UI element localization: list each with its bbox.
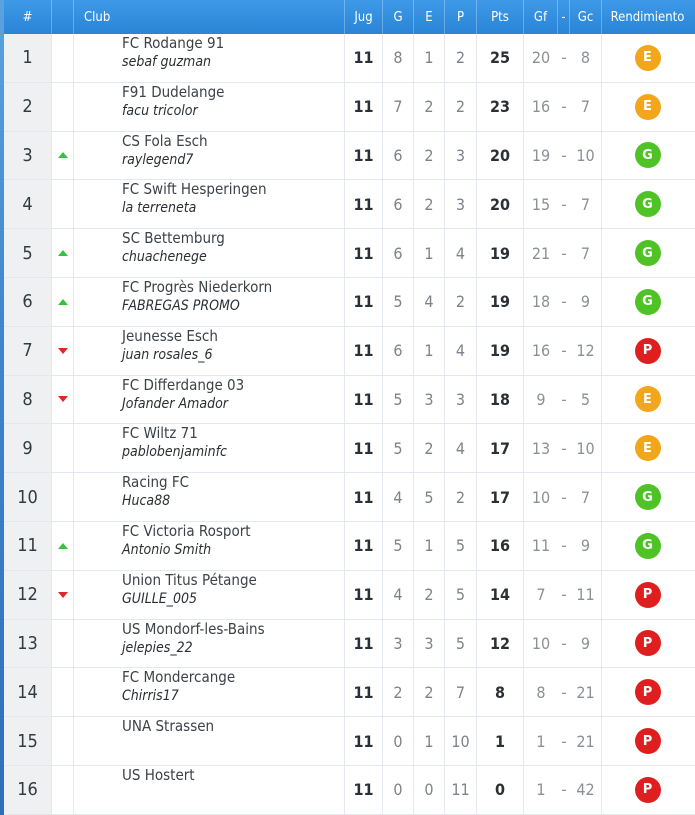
trend-cell [52, 34, 74, 82]
lost-cell: 11 [445, 766, 477, 814]
played-cell: 11 [345, 571, 383, 619]
header-won[interactable]: G [383, 0, 414, 34]
points-cell: 17 [477, 473, 524, 521]
table-header [4, 0, 695, 34]
lost-cell: 5 [445, 571, 477, 619]
performance-cell [602, 668, 693, 716]
drawn-cell: 1 [414, 327, 445, 375]
club-cell[interactable] [74, 571, 345, 619]
performance-badge: P [635, 679, 661, 705]
trend-cell [52, 229, 74, 277]
goals-against-cell: 7 [570, 83, 602, 131]
goals-for-cell: 20 [531, 48, 551, 68]
goals-separator: - [561, 389, 567, 409]
club-name[interactable]: CS Fola Esch [122, 131, 208, 150]
goals-for-cell: 8 [536, 682, 546, 702]
points-cell: 0 [477, 766, 524, 814]
club-name[interactable]: Union Titus Pétange [122, 570, 257, 589]
won-cell: 2 [383, 668, 414, 716]
table-row[interactable] [4, 473, 695, 522]
goals-for-cell: 11 [531, 536, 551, 556]
performance-cell [602, 717, 693, 765]
points-cell: 12 [477, 620, 524, 668]
position-cell: 16 [4, 766, 52, 814]
position-cell: 12 [4, 571, 52, 619]
goals-for-cell: 15 [531, 194, 551, 214]
lost-cell: 7 [445, 668, 477, 716]
goals-for-cell: 1 [536, 731, 546, 751]
club-name[interactable]: US Hostert [122, 765, 195, 784]
lost-cell: 4 [445, 229, 477, 277]
trend-up-icon [58, 299, 68, 305]
manager-name[interactable]: GUILLE_005 [122, 590, 198, 607]
position-cell: 7 [4, 327, 52, 375]
goals-separator: - [561, 682, 567, 702]
played-cell: 11 [345, 229, 383, 277]
position-cell: 5 [4, 229, 52, 277]
club-name[interactable]: UNA Strassen [122, 717, 215, 736]
performance-cell [602, 620, 693, 668]
played-cell: 11 [345, 620, 383, 668]
manager-name[interactable]: Chirris17 [122, 688, 179, 705]
goals-separator: - [561, 438, 567, 458]
played-cell: 11 [345, 717, 383, 765]
trend-cell [52, 83, 74, 131]
points-cell: 19 [477, 229, 524, 277]
manager-name[interactable]: FABREGAS PROMO [122, 297, 240, 314]
goals-for-cell: 13 [531, 438, 551, 458]
lost-cell: 3 [445, 376, 477, 424]
club-cell[interactable] [74, 668, 345, 716]
trend-up-icon [58, 543, 68, 549]
club-name[interactable]: FC Differdange 03 [122, 375, 245, 394]
played-cell: 11 [345, 522, 383, 570]
lost-cell: 2 [445, 473, 477, 521]
played-cell: 11 [345, 376, 383, 424]
goals-against-cell: 10 [570, 424, 602, 472]
won-cell: 0 [383, 717, 414, 765]
lost-cell: 3 [445, 132, 477, 180]
table-row[interactable] [4, 327, 695, 376]
performance-badge: E [635, 94, 661, 120]
header-lost[interactable]: P [445, 0, 477, 34]
lost-cell: 2 [445, 278, 477, 326]
won-cell: 6 [383, 327, 414, 375]
club-name[interactable]: FC Progrès Niederkorn [122, 277, 273, 296]
trend-cell [52, 766, 74, 814]
table-row[interactable] [4, 83, 695, 132]
points-cell: 18 [477, 376, 524, 424]
goals-for-cell: 9 [536, 389, 546, 409]
drawn-cell: 5 [414, 473, 445, 521]
trend-up-icon [58, 250, 68, 256]
performance-badge: P [635, 338, 661, 364]
header-trend [52, 0, 74, 34]
performance-badge: P [635, 582, 661, 608]
goals-against-cell: 7 [570, 229, 602, 277]
points-cell: 19 [477, 278, 524, 326]
club-cell[interactable] [74, 766, 345, 814]
goals-against-cell: 8 [570, 34, 602, 82]
played-cell: 11 [345, 668, 383, 716]
goals-separator: - [561, 780, 567, 800]
manager-name[interactable]: juan rosales_6 [122, 346, 213, 363]
drawn-cell: 0 [414, 766, 445, 814]
drawn-cell: 3 [414, 376, 445, 424]
played-cell: 11 [345, 327, 383, 375]
points-cell: 8 [477, 668, 524, 716]
position-cell: 14 [4, 668, 52, 716]
performance-badge: E [635, 45, 661, 71]
drawn-cell: 1 [414, 522, 445, 570]
header-separator: - [558, 0, 570, 34]
played-cell: 11 [345, 473, 383, 521]
goals-separator: - [561, 292, 567, 312]
performance-badge: E [635, 435, 661, 461]
table-body [4, 34, 695, 815]
club-name[interactable]: FC Rodange 91 [122, 34, 225, 52]
goals-separator: - [561, 48, 567, 68]
trend-cell [52, 376, 74, 424]
performance-cell [602, 327, 693, 375]
club-name[interactable]: Jeunesse Esch [122, 326, 218, 345]
club-cell[interactable] [74, 620, 345, 668]
table-row[interactable] [4, 180, 695, 229]
performance-badge: G [635, 191, 661, 217]
club-cell[interactable] [74, 180, 345, 228]
goals-for-cell: 21 [531, 243, 551, 263]
goals-against-cell: 21 [570, 717, 602, 765]
club-cell[interactable] [74, 522, 345, 570]
position-cell: 6 [4, 278, 52, 326]
goals-separator: - [561, 633, 567, 653]
performance-badge: G [635, 142, 661, 168]
position-cell: 2 [4, 83, 52, 131]
header-club[interactable]: Club [74, 0, 345, 34]
won-cell: 4 [383, 571, 414, 619]
drawn-cell: 2 [414, 424, 445, 472]
header-points[interactable]: Pts [477, 0, 524, 34]
lost-cell: 3 [445, 180, 477, 228]
trend-down-icon [58, 396, 68, 402]
club-cell[interactable] [74, 327, 345, 375]
header-position[interactable]: # [4, 0, 52, 34]
trend-cell [52, 132, 74, 180]
won-cell: 5 [383, 278, 414, 326]
points-cell: 19 [477, 327, 524, 375]
goals-against-cell: 9 [570, 620, 602, 668]
drawn-cell: 2 [414, 571, 445, 619]
trend-up-icon [58, 152, 68, 158]
header-drawn[interactable]: E [414, 0, 445, 34]
lost-cell: 5 [445, 522, 477, 570]
position-cell: 10 [4, 473, 52, 521]
header-goals-for[interactable]: Gf [524, 0, 558, 34]
points-cell: 1 [477, 717, 524, 765]
club-name[interactable]: FC Wiltz 71 [122, 424, 198, 443]
table-row[interactable] [4, 668, 695, 717]
club-cell[interactable] [74, 34, 345, 82]
performance-cell [602, 522, 693, 570]
club-cell[interactable] [74, 229, 345, 277]
drawn-cell: 2 [414, 668, 445, 716]
performance-badge: P [635, 728, 661, 754]
trend-cell [52, 424, 74, 472]
trend-cell [52, 668, 74, 716]
goals-separator: - [561, 194, 567, 214]
table-row[interactable] [4, 717, 695, 766]
goals-against-cell: 9 [570, 278, 602, 326]
points-cell: 16 [477, 522, 524, 570]
points-cell: 23 [477, 83, 524, 131]
table-row[interactable] [4, 34, 695, 83]
club-name[interactable]: F91 Dudelange [122, 82, 225, 101]
goals-separator: - [561, 536, 567, 556]
performance-badge: G [635, 289, 661, 315]
manager-name[interactable]: sebaf guzman [122, 54, 212, 70]
performance-cell [602, 83, 693, 131]
trend-cell [52, 473, 74, 521]
position-cell: 9 [4, 424, 52, 472]
goals-for-cell: 18 [531, 292, 551, 312]
manager-name[interactable]: Antonio Smith [122, 541, 212, 558]
position-cell: 1 [4, 34, 52, 82]
table-row[interactable] [4, 278, 695, 327]
played-cell: 11 [345, 34, 383, 82]
performance-cell [602, 132, 693, 180]
header-played[interactable]: Jug [345, 0, 383, 34]
trend-cell [52, 278, 74, 326]
lost-cell: 10 [445, 717, 477, 765]
goals-against-cell: 10 [570, 132, 602, 180]
goals-separator: - [561, 487, 567, 507]
lost-cell: 4 [445, 424, 477, 472]
goals-separator: - [561, 145, 567, 165]
performance-badge: P [635, 777, 661, 803]
won-cell: 6 [383, 229, 414, 277]
performance-badge: G [635, 240, 661, 266]
position-cell: 8 [4, 376, 52, 424]
lost-cell: 2 [445, 83, 477, 131]
table-row[interactable] [4, 571, 695, 620]
played-cell: 11 [345, 83, 383, 131]
played-cell: 11 [345, 766, 383, 814]
points-cell: 25 [477, 34, 524, 82]
table-row[interactable] [4, 424, 695, 473]
played-cell: 11 [345, 180, 383, 228]
won-cell: 3 [383, 620, 414, 668]
club-cell[interactable] [74, 424, 345, 472]
manager-name[interactable]: pablobenjaminfc [122, 444, 227, 461]
header-performance[interactable]: Rendimiento [610, 9, 685, 25]
performance-badge: G [635, 484, 661, 510]
goals-against-cell: 7 [570, 473, 602, 521]
performance-cell [602, 766, 693, 814]
club-cell[interactable] [74, 278, 345, 326]
goals-against-cell: 11 [570, 571, 602, 619]
position-cell: 13 [4, 620, 52, 668]
goals-for-cell: 1 [536, 780, 546, 800]
trend-cell [52, 571, 74, 619]
table-row[interactable] [4, 376, 695, 425]
performance-cell [602, 34, 693, 82]
drawn-cell: 1 [414, 717, 445, 765]
drawn-cell: 1 [414, 34, 445, 82]
position-cell: 15 [4, 717, 52, 765]
manager-name[interactable]: facu tricolor [122, 102, 198, 119]
goals-for-cell: 19 [531, 145, 551, 165]
drawn-cell: 1 [414, 229, 445, 277]
club-name[interactable]: FC Victoria Rosport [122, 521, 251, 540]
table-row[interactable] [4, 229, 695, 278]
club-cell[interactable] [74, 376, 345, 424]
goals-for-cell: 16 [531, 341, 551, 361]
points-cell: 20 [477, 132, 524, 180]
goals-against-cell: 9 [570, 522, 602, 570]
won-cell: 6 [383, 132, 414, 180]
table-row[interactable] [4, 522, 695, 571]
club-cell[interactable] [74, 83, 345, 131]
table-row[interactable] [4, 620, 695, 669]
won-cell: 8 [383, 34, 414, 82]
played-cell: 11 [345, 424, 383, 472]
performance-cell [602, 424, 693, 472]
points-cell: 14 [477, 571, 524, 619]
manager-name[interactable]: la terreneta [122, 200, 197, 217]
table-row[interactable] [4, 766, 695, 815]
won-cell: 6 [383, 180, 414, 228]
drawn-cell: 2 [414, 180, 445, 228]
drawn-cell: 2 [414, 83, 445, 131]
club-cell[interactable] [74, 717, 345, 765]
performance-cell [602, 278, 693, 326]
goals-against-cell: 12 [570, 327, 602, 375]
trend-down-icon [58, 592, 68, 598]
lost-cell: 2 [445, 34, 477, 82]
points-cell: 17 [477, 424, 524, 472]
lost-cell: 4 [445, 327, 477, 375]
club-name[interactable]: SC Bettemburg [122, 229, 225, 248]
trend-cell [52, 717, 74, 765]
goals-against-cell: 7 [570, 180, 602, 228]
performance-badge: P [635, 630, 661, 656]
won-cell: 5 [383, 522, 414, 570]
won-cell: 0 [383, 766, 414, 814]
trend-cell [52, 327, 74, 375]
performance-cell [602, 229, 693, 277]
goals-for-cell: 7 [536, 585, 546, 605]
played-cell: 11 [345, 278, 383, 326]
club-name[interactable]: FC Mondercange [122, 668, 236, 687]
goals-against-cell: 5 [570, 376, 602, 424]
goals-separator: - [561, 585, 567, 605]
won-cell: 4 [383, 473, 414, 521]
club-name[interactable]: Racing FC [122, 473, 190, 492]
trend-down-icon [58, 348, 68, 354]
standings-table [4, 0, 695, 815]
performance-cell [602, 180, 693, 228]
header-goals-against[interactable]: Gc [570, 0, 602, 34]
performance-badge: G [635, 533, 661, 559]
manager-name[interactable]: Huca88 [122, 493, 171, 510]
performance-badge: E [635, 386, 661, 412]
goals-for-cell: 16 [531, 97, 551, 117]
performance-cell [602, 571, 693, 619]
trend-cell [52, 180, 74, 228]
goals-for-cell: 10 [531, 633, 551, 653]
manager-name[interactable]: Jofander Amador [122, 395, 228, 412]
trend-cell [52, 620, 74, 668]
won-cell: 7 [383, 83, 414, 131]
club-cell[interactable] [74, 132, 345, 180]
goals-separator: - [561, 341, 567, 361]
goals-separator: - [561, 243, 567, 263]
performance-cell [602, 376, 693, 424]
goals-separator: - [561, 97, 567, 117]
won-cell: 5 [383, 424, 414, 472]
lost-cell: 5 [445, 620, 477, 668]
goals-for-cell: 10 [531, 487, 551, 507]
manager-name[interactable]: chuachenege [122, 249, 207, 266]
goals-separator: - [561, 731, 567, 751]
won-cell: 5 [383, 376, 414, 424]
club-cell[interactable] [74, 473, 345, 521]
points-cell: 20 [477, 180, 524, 228]
manager-name[interactable]: raylegend7 [122, 151, 194, 168]
performance-cell [602, 473, 693, 521]
position-cell: 3 [4, 132, 52, 180]
position-cell: 4 [4, 180, 52, 228]
goals-against-cell: 21 [570, 668, 602, 716]
position-cell: 11 [4, 522, 52, 570]
club-name[interactable]: US Mondorf-les-Bains [122, 619, 265, 638]
manager-name[interactable]: jelepies_22 [122, 639, 193, 656]
drawn-cell: 3 [414, 620, 445, 668]
club-name[interactable]: FC Swift Hesperingen [122, 180, 267, 199]
table-row[interactable] [4, 132, 695, 181]
drawn-cell: 2 [414, 132, 445, 180]
played-cell: 11 [345, 132, 383, 180]
trend-cell [52, 522, 74, 570]
goals-against-cell: 42 [570, 766, 602, 814]
drawn-cell: 4 [414, 278, 445, 326]
